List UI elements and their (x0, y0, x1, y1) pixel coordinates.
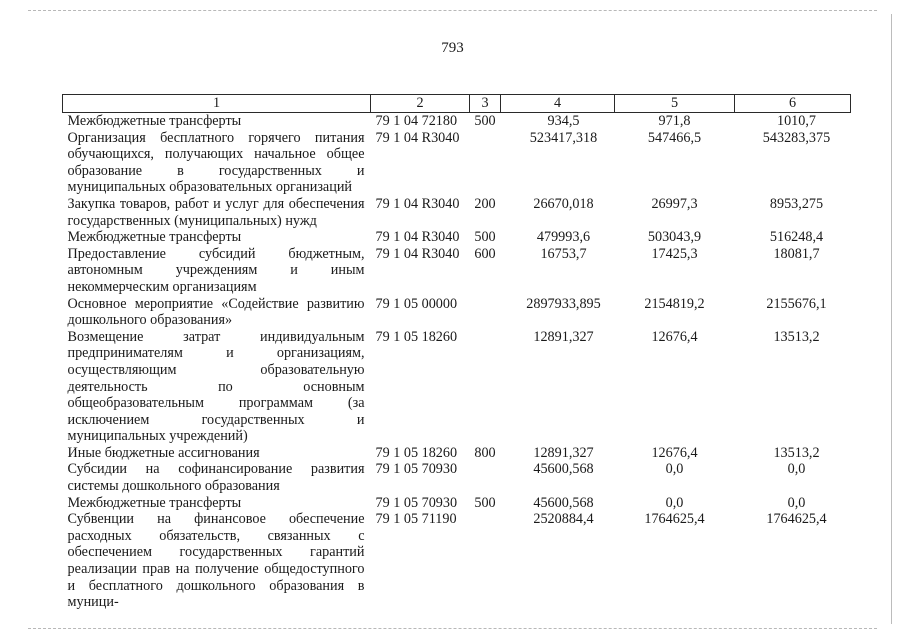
row-expense-type-cell (470, 511, 501, 611)
table-row (63, 296, 851, 329)
column-header-expense-type: 3 (470, 95, 501, 113)
row-expense-type-cell: 500 (474, 229, 496, 246)
row-value-year-2: 12676,4 (651, 328, 698, 345)
row-value-year-1: 16753,7 (540, 245, 587, 262)
table-row (63, 113, 851, 130)
row-value-year-1: 523417,318 (529, 129, 598, 146)
table-row (63, 511, 851, 611)
row-name-cell: Межбюджетные трансферты (67, 494, 242, 511)
row-value-year-2: 1764625,4 (644, 511, 705, 528)
row-value-year-1: 479993,6 (536, 229, 591, 246)
table-row (63, 329, 851, 445)
page-number: 793 (441, 40, 464, 56)
row-value-year-2: 2154819,2 (644, 295, 705, 312)
row-code-cell: 79 1 04 R3040 (375, 129, 460, 146)
row-value-year-2: 26997,3 (651, 195, 698, 212)
row-expense-type-cell: 200 (474, 195, 496, 212)
row-value-year-3: 18081,7 (773, 245, 820, 262)
row-code-cell: 79 1 05 70930 (375, 461, 458, 478)
row-code-cell: 79 1 04 72180 (375, 113, 458, 129)
table-row (63, 229, 851, 246)
row-value-year-2: 12676,4 (651, 444, 698, 461)
table-row (63, 461, 851, 494)
page-bottom-border (28, 628, 877, 629)
table-row (63, 130, 851, 196)
row-expense-type-cell (470, 329, 501, 445)
column-header-name: 1 (63, 95, 371, 113)
page-right-edge (891, 14, 892, 624)
row-code-cell: 79 1 04 R3040 (375, 195, 460, 212)
row-value-year-1: 45600,568 (533, 461, 594, 478)
row-value-year-3: 2155676,1 (766, 295, 827, 312)
row-name-cell: Закупка товаров, работ и услуг для обеспечения государственных (муниципальных) нужд (67, 195, 365, 229)
row-code-cell: 79 1 04 R3040 (375, 245, 460, 262)
row-code-cell: 79 1 05 70930 (375, 494, 458, 511)
budget-table (62, 94, 851, 611)
row-value-year-1: 2520884,4 (533, 511, 594, 528)
row-value-year-1: 12891,327 (533, 444, 594, 461)
column-header-code: 2 (371, 95, 470, 113)
row-value-year-3: 13513,2 (773, 328, 820, 345)
row-value-year-2: 503043,9 (647, 229, 702, 246)
row-code-cell: 79 1 05 18260 (375, 328, 458, 345)
row-value-year-1: 12891,327 (533, 328, 594, 345)
row-code-cell: 79 1 05 18260 (375, 444, 458, 461)
column-header-year-3: 6 (735, 95, 851, 113)
row-expense-type-cell: 600 (474, 245, 496, 262)
row-code-cell: 79 1 05 71190 (375, 511, 457, 528)
table-header (63, 95, 851, 113)
row-value-year-1: 934,5 (547, 113, 580, 129)
row-value-year-3: 0,0 (787, 461, 806, 478)
row-expense-type-cell (470, 461, 501, 494)
row-code-cell: 79 1 04 R3040 (375, 229, 460, 246)
row-value-year-3: 0,0 (787, 494, 806, 511)
row-name-cell: Субсидии на софинансирование развития системы дошкольного образования (67, 461, 365, 495)
row-name-cell: Предоставление субсидий бюджетным, автономным учреждениям и иным некоммерческим организациям (67, 245, 365, 295)
row-value-year-1: 2897933,895 (526, 295, 601, 312)
row-value-year-3: 1764625,4 (766, 511, 827, 528)
row-value-year-3: 1010,7 (776, 113, 816, 129)
table-body (63, 113, 851, 611)
row-value-year-2: 17425,3 (651, 245, 698, 262)
table-row (63, 445, 851, 462)
row-name-cell: Субвенции на финансовое обеспечение расходных обязательств, связанных с обеспечением государственных гарантий реализации прав на получение общедоступного и бесплатного дошкольного образования в муници- (67, 511, 365, 611)
column-header-year-2: 5 (615, 95, 735, 113)
table-row (63, 246, 851, 296)
row-value-year-2: 0,0 (665, 461, 684, 478)
row-value-year-2: 971,8 (658, 113, 691, 129)
row-value-year-2: 0,0 (665, 494, 684, 511)
page-top-border (28, 10, 877, 11)
row-value-year-1: 45600,568 (533, 494, 594, 511)
row-name-cell: Межбюджетные трансферты (67, 229, 242, 246)
column-header-year-1: 4 (501, 95, 615, 113)
table-row (63, 196, 851, 229)
table-row (63, 495, 851, 512)
row-expense-type-cell: 500 (474, 113, 496, 129)
row-name-cell: Основное мероприятие «Содействие развитию дошкольного образования» (67, 295, 365, 329)
row-expense-type-cell (470, 296, 501, 329)
row-value-year-1: 26670,018 (533, 195, 594, 212)
row-expense-type-cell: 500 (474, 494, 496, 511)
row-name-cell: Межбюджетные трансферты (67, 113, 242, 129)
row-value-year-3: 516248,4 (769, 229, 824, 246)
row-expense-type-cell: 800 (474, 444, 496, 461)
row-value-year-3: 8953,275 (769, 195, 824, 212)
row-name-cell: Возмещение затрат индивидуальным предпринимателям и организациям, осуществляющим образовательную деятельность по основным общеобразовательным программам (за исключением государственных и муниципальных учреждений) (67, 328, 365, 445)
row-value-year-3: 13513,2 (773, 444, 820, 461)
row-code-cell: 79 1 05 00000 (375, 295, 458, 312)
row-name-cell: Организация бесплатного горячего питания обучающихся, получающих начальное общее образование в государственных и муниципальных образовательных организаций (67, 129, 365, 196)
row-name-cell: Иные бюджетные ассигнования (67, 444, 260, 461)
header-row (63, 95, 851, 113)
row-value-year-3: 543283,375 (762, 129, 831, 146)
row-expense-type-cell (470, 130, 501, 196)
row-value-year-2: 547466,5 (647, 129, 702, 146)
